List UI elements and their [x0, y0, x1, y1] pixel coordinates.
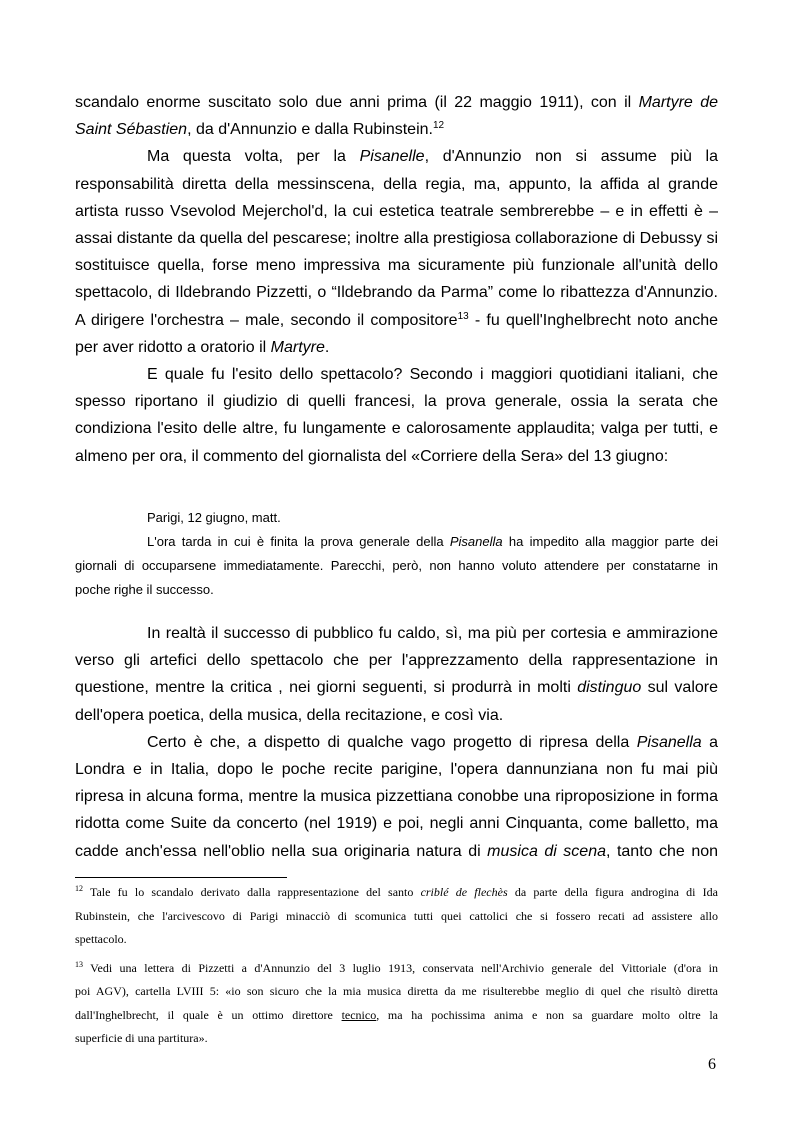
footnote-number: 12: [75, 884, 83, 893]
paragraph: scandalo enorme suscitato solo due anni prima (il 22 maggio 1911), con il Martyre de: [75, 94, 719, 111]
paragraph-line: per aver ridotto a oratorio il Martyre.: [75, 338, 330, 356]
body-text-top: [75, 89, 718, 470]
footnote-ref[interactable]: 12: [432, 120, 445, 132]
page-number: 6: [708, 1056, 716, 1073]
quote-line: L'ora tarda in cui è finita la prova generale della Pisanella ha impedito alla maggior parte dei: [147, 534, 718, 549]
paragraph-line: Londra e in Italia, dopo le poche recite parigine, l'opera dannunziana non fu mai più: [75, 761, 718, 779]
footnote-ref[interactable]: 13: [457, 310, 469, 322]
block-quote: [75, 506, 718, 602]
footnote-line: Rubinstein, che l'arcivescovo di Parigi minacciò di scomunica tutti quei cattolici che si fossero recati ad assistere allo: [75, 908, 718, 923]
paragraph-line: Saint Sébastien, da d'Annunzio e dalla Rubinstein.$^{12}$: [75, 120, 445, 139]
paragraph-line: sostituisce quella, forse meno impressiva ma sicuramente più funzionale all'unità dello: [75, 257, 718, 275]
paragraph-line: almeno per ora, il commento del giornalista del «Corriere della Sera» del 13 giugno:: [75, 447, 669, 465]
quote-dateline: Parigi, 12 giugno, matt.: [147, 510, 281, 525]
paragraph-line: spettacolo, di Ildebrando Pizzetti, o “Ildebrando da Parma” come lo ribattezza d'Annunzio.: [75, 284, 718, 302]
footnote-line: dall'Inghelbrecht, il quale è un ottimo direttore tecnico, ma ha pochissima anima e non sa guardare molto oltre la: [75, 1007, 718, 1022]
paragraph-line: verso gli artefici dello spettacolo che per l'apprezzamento della rappresentazione in: [75, 652, 718, 670]
paragraph-line: questione, mentre la critica , nei giorni seguenti, si produrrà in molti distinguo sul valore: [75, 679, 718, 697]
paragraph-line: A dirigere l'orchestra – male, secondo il compositore$^{13}$ - fu quell'Inghelbrecht noto anche: [75, 310, 718, 329]
footnotes: [75, 881, 718, 1051]
paragraph-line: cadde anch'essa nell'oblio nella sua originaria natura di musica di scena, tanto che non: [75, 842, 719, 860]
footnote-12: $^{12}$ Tale fu lo scandalo derivato dalla rappresentazione del santo criblé de flechès da parte della figura androgina di Ida: [75, 884, 718, 899]
footnote-line: spettacolo.: [75, 932, 127, 946]
footnote-line: superficie di una partitura».: [75, 1031, 208, 1045]
footnote-number: 13: [75, 959, 83, 969]
paragraph-line: condiziona l'esito delle altre, fu lungamente e calorosamente applaudita; valga per tutti, e: [75, 420, 718, 438]
quote-line: giornali di occuparsene immediatamente. Parecchi, però, non hanno voluto attendere per constatarne in: [75, 558, 718, 573]
paragraph-line: assai distante da quella del pescarese; inoltre alla prestigiosa collaborazione di Debussy si: [75, 230, 718, 248]
paragraph: Ma questa volta, per la Pisanelle, d'Annunzio non si assume più la: [147, 148, 718, 166]
paragraph: E quale fu l'esito dello spettacolo? Secondo i maggiori quotidiani italiani, che: [147, 366, 718, 384]
footnote-13: $^{13}$ Vedi una lettera di Pizzetti a d'Annunzio del 3 luglio 1913, conservata nell'Archivio generale del Vittoriale (d'ora in: [75, 959, 718, 975]
footnote-separator: [75, 877, 287, 878]
paragraph-line: ripresa in alcuna forma, mentre la musica pizzettiana conobbe una riproposizione in forma: [75, 788, 718, 806]
paragraph-line: spesso riportano il giudizio di quelli francesi, la prova generale, ossia la serata che: [75, 393, 718, 411]
paragraph-line: ridotta come Suite da concerto (nel 1919) e poi, negli anni Cinquanta, come balletto, ma: [75, 815, 718, 833]
paragraph: Certo è che, a dispetto di qualche vago progetto di ripresa della Pisanella a: [147, 733, 719, 751]
quote-line: poche righe il successo.: [75, 582, 214, 597]
paragraph-line: artista russo Vsevolod Mejerchol'd, la cui estetica teatrale sembrerebbe – e in effetti è –: [75, 202, 718, 220]
paragraph-line: responsabilità diretta della messinscena, della regia, ma, appunto, la affida al grande: [75, 175, 718, 193]
paragraph: In realtà il successo di pubblico fu caldo, sì, ma più per cortesia e ammirazione: [147, 625, 718, 642]
body-text-bottom: [75, 620, 718, 865]
paragraph-line: dell'opera poetica, della musica, della recitazione, e così via.: [75, 706, 504, 724]
footnote-line: poi AGV), cartella LVIII 5: «io son sicuro che la mia musica diretta da me risulterebbe meglio di quel che risultò diretta: [75, 984, 718, 998]
